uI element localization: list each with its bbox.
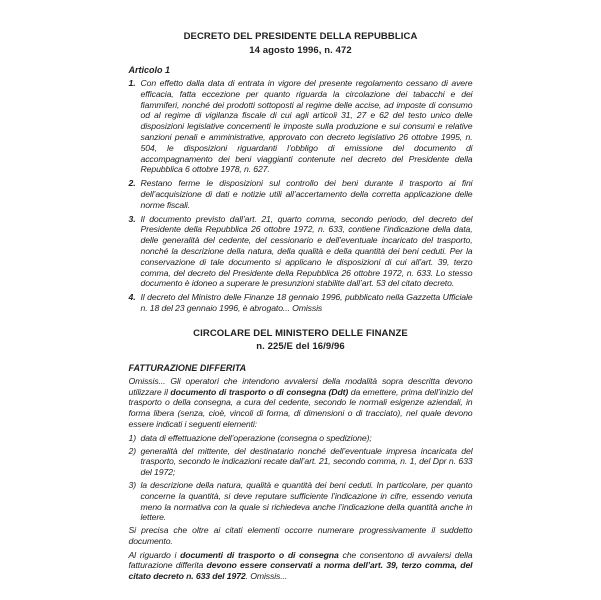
- article-heading: Articolo 1: [128, 65, 171, 75]
- decree-paragraph-2: [129, 178, 473, 210]
- circular-intro-paragraph: Omissis... Gli operatori che intendono avvalersi della modalità sopra descritta devono utilizzare il documento di trasporto o di consegna (Ddt) da emettere, prima dell’inizio del trasporto o della consegna, a cura del cedente, secondo le normali esigenze aziendali, in forma libera (senza, cioè, vincoli di forma, di dimensioni o di tracciato), nel quale devono essere indicati i seguenti elementi:: [128, 375, 473, 429]
- decree-paragraphs: [129, 78, 473, 314]
- section-heading: FATTURAZIONE DIFFERITA: [128, 362, 247, 373]
- circular-subtitle: n. 225/E del 16/9/96: [256, 341, 345, 353]
- decree-paragraph-4: [129, 292, 473, 314]
- list-item-number: 1): [128, 432, 136, 443]
- decree-title-block: [129, 30, 473, 57]
- paragraph-number: 4.: [128, 292, 136, 303]
- paragraph-number: 1.: [128, 78, 136, 88]
- circular-closing-paragraph: Al riguardo i documenti di trasporto o di consegna che consentono di avvalersi della fatturazione differita devono essere conservati a norma dell’art. 39, terzo comma, del citato decreto n. 633 del 1972. Omissis...: [128, 549, 473, 582]
- list-item-number: 2): [128, 445, 136, 456]
- circular-title-block: [129, 327, 473, 354]
- list-item-text: la descrizione della natura, qualità e quantità dei beni ceduti. In particolare, per quanto concerne la quantità, si deve reputare sufficiente l’indicazione in cifre, essendo venuta meno la normativa con la quale si richiedeva anche l’indicazione della quantità anche in lettere.: [140, 479, 473, 523]
- list-item-text: generalità del mittente, del destinatario nonché dell’eventuale impresa incaricata del trasporto, secondo le indicazioni recate dall’art. 21, secondo comma, n. 1, del Dpr n. 633 del 1972;: [140, 445, 473, 478]
- circular-list-item-1: [129, 433, 473, 444]
- paragraph-number: 2.: [128, 178, 136, 189]
- text-column: [129, 0, 473, 582]
- list-item-number: 3): [128, 479, 136, 490]
- paragraph-text: Il decreto del Ministro delle Finanze 18 gennaio 1996, pubblicato nella Gazzetta Ufficiale n. 18 del 23 gennaio 1996, è abrogato... Omissis: [140, 292, 473, 313]
- decree-title: DECRETO DEL PRESIDENTE DELLA REPUBBLICA: [183, 31, 418, 42]
- paragraph-number: 3.: [128, 213, 136, 224]
- paragraph-text: Con effetto dalla data di entrata in vigore del presente regolamento cessano di avere efficacia, fatta eccezione per quanto riguarda la circolazione dei tabacchi e dei fiammiferi, nonché dei prodotti sottoposti al regime delle accise, ad imposte di consumo od al regime di vigilanza fiscale di cui agli articoli 31, 27 e 62 del testo unico delle disposizioni legislative concernenti le imposte sulla produzione e sui consumi e relative sanzioni penali e amministrative, approvato con decreto legislativo 26 ottobre 1995, n. 504, le disposizioni riguardanti l’obbligo di emissione del documento di accompagnamento dei beni viaggianti contenute nel decreto del Presidente della Repubblica 6 ottobre 1978, n. 627.: [140, 78, 473, 175]
- decree-paragraph-3: [129, 214, 473, 290]
- decree-subtitle: 14 agosto 1996, n. 472: [249, 44, 352, 56]
- circular-title: CIRCOLARE DEL MINISTERO DELLE FINANZE: [193, 327, 408, 339]
- circular-list-item-3: [129, 480, 473, 523]
- list-item-text: data di effettuazione dell’operazione (consegna o spedizione);: [140, 432, 372, 443]
- circular-list-item-2: [129, 446, 473, 478]
- paragraph-text: Restano ferme le disposizioni sul controllo dei beni durante il trasporto ai fini dell’acquisizione di dati e notizie utili all’accertamento della corretta applicazione delle norme fiscali.: [140, 178, 473, 210]
- decree-paragraph-1: [129, 78, 473, 175]
- paragraph-text: Il documento previsto dall’art. 21, quarto comma, secondo periodo, del decreto del Presidente della Repubblica 26 ottobre 1972, n. 633, contiene l’indicazione della data, delle generalità del cedente, del cessionario e dell’eventuale incaricato del trasporto, nonché la descrizione della natura, della qualità e della quantità dei beni ceduti. Per la conservazione di tale documento si applicano le disposizioni di cui all’art. 39, terzo comma, del decreto del Presidente della Repubblica 26 ottobre 1972, n. 633. Lo stesso documento è idoneo a superare le presunzioni stabilite dall’art. 53 del citato decreto.: [140, 213, 473, 289]
- circular-note-paragraph: Si precisa che oltre ai citati elementi occorre numerare progressivamente il suddetto documento.: [128, 525, 473, 546]
- circular-list: [129, 433, 473, 523]
